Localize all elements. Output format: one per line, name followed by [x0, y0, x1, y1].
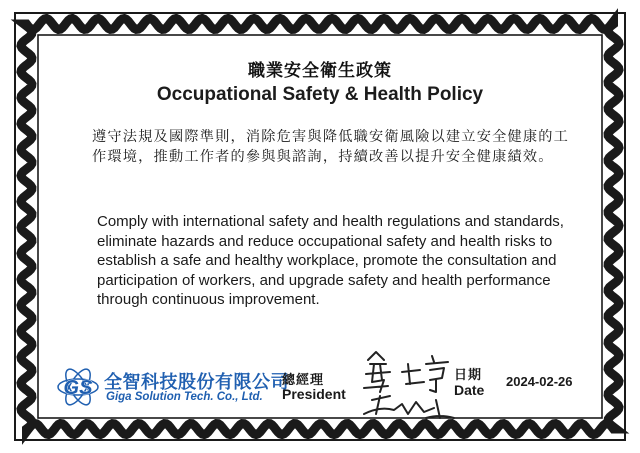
- policy-statement-en: Comply with international safety and health regulations and standards, eliminate hazards and reduce occupational safety and health risks to establish a safe and healthy workplace, promote the consultation and participation of workers, and upgrade safety and health performance through continuous improvement.: [97, 213, 564, 309]
- handwritten-signature: [350, 348, 460, 426]
- date-value: 2024-02-26: [506, 374, 573, 389]
- logo-letters: GS: [63, 377, 93, 399]
- company-logo: [56, 365, 289, 410]
- policy-title-zh: 職業安全衛生政策: [248, 61, 392, 81]
- date-label-zh: 日期: [454, 368, 483, 383]
- certificate: [50, 48, 590, 420]
- company-name-en: Giga Solution Tech. Co., Ltd.: [106, 391, 263, 403]
- policy-title-en: Occupational Safety & Health Policy: [156, 84, 484, 105]
- gs-logo-icon: [56, 365, 100, 409]
- date-label-en: Date: [454, 382, 485, 398]
- president-label-zh: 總經理: [282, 373, 325, 388]
- president-label-en: President: [282, 386, 346, 402]
- policy-statement-zh: 遵守法規及國際準則，消除危害與降低職安衛風險以建立安全健康的工作環境，推動工作者的參與與諮詢，持續改善以提升安全健康績效。: [92, 129, 570, 165]
- company-name-zh: 全智科技股份有限公司: [104, 372, 289, 393]
